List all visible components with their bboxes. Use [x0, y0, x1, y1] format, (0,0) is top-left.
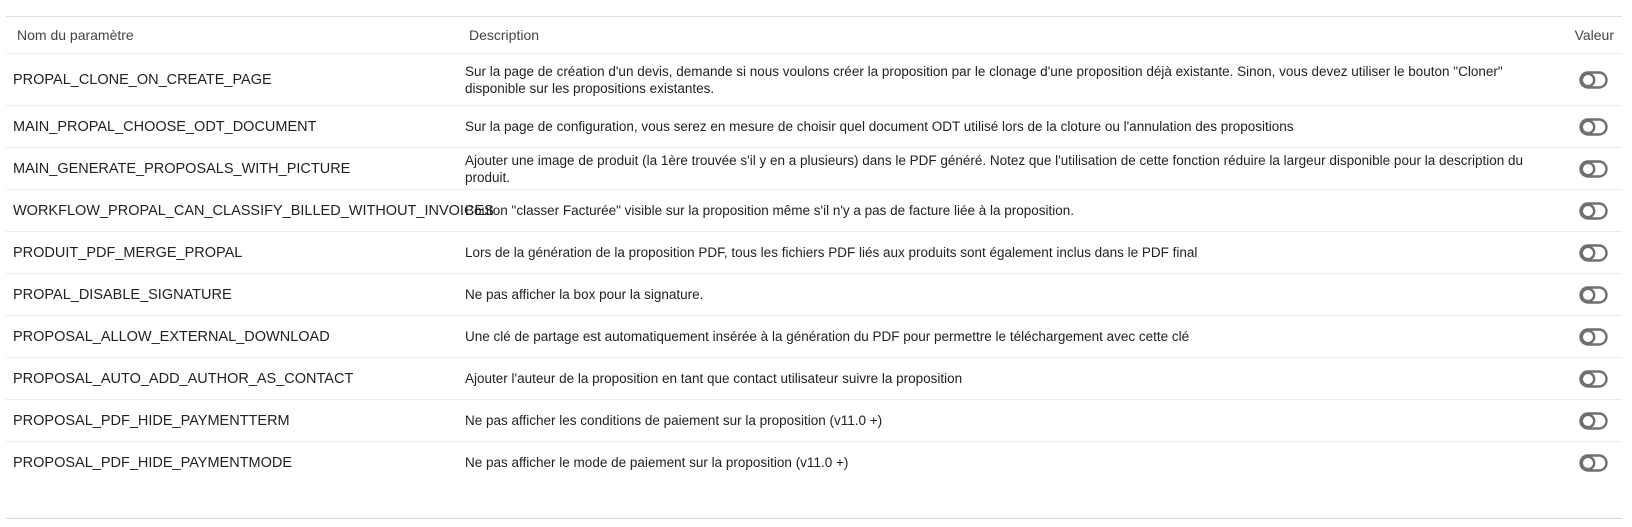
column-header-value: Valeur [1573, 17, 1622, 54]
toggle-off-icon[interactable] [1579, 202, 1608, 220]
toggle-off-icon[interactable] [1579, 454, 1608, 472]
parameter-name: MAIN_PROPAL_CHOOSE_ODT_DOCUMENT [6, 106, 464, 148]
parameter-name: PROPAL_CLONE_ON_CREATE_PAGE [6, 54, 464, 106]
toggle-off-icon[interactable] [1579, 370, 1608, 388]
table-row [6, 232, 1622, 274]
toggle-off-icon[interactable] [1579, 328, 1608, 346]
toggle-off-icon[interactable] [1579, 160, 1608, 178]
toggle-off-icon[interactable] [1579, 244, 1608, 262]
parameter-description: Sur la page de configuration, vous serez en mesure de choisir quel document ODT utilisé lors de la cloture ou l'annulation des propositions [464, 106, 1573, 148]
parameter-description: Ne pas afficher la box pour la signature. [464, 274, 1573, 316]
toggle-off-icon[interactable] [1579, 71, 1608, 89]
table-row [6, 190, 1622, 232]
parameter-description: Ajouter l'auteur de la proposition en tant que contact utilisateur suivre la proposition [464, 358, 1573, 400]
parameter-name: PROPAL_DISABLE_SIGNATURE [6, 274, 464, 316]
table-row [6, 106, 1622, 148]
table-row [6, 54, 1622, 106]
table-row [6, 358, 1622, 400]
toggle-off-icon[interactable] [1579, 118, 1608, 136]
toggle-off-icon[interactable] [1579, 286, 1608, 304]
parameter-name: PRODUIT_PDF_MERGE_PROPAL [6, 232, 464, 274]
parameter-name: MAIN_GENERATE_PROPOSALS_WITH_PICTURE [6, 148, 464, 190]
parameter-description: Bouton "classer Facturée" visible sur la proposition même s'il n'y a pas de facture liée à la proposition. [464, 190, 1573, 232]
parameter-description: Ne pas afficher les conditions de paiement sur la proposition (v11.0 +) [464, 400, 1573, 442]
bottom-divider [6, 518, 1622, 519]
table-row [6, 400, 1622, 442]
table-row [6, 316, 1622, 358]
parameter-description: Lors de la génération de la proposition PDF, tous les fichiers PDF liés aux produits sont également inclus dans le PDF final [464, 232, 1573, 274]
parameter-description: Ne pas afficher le mode de paiement sur la proposition (v11.0 +) [464, 442, 1573, 484]
parameter-name: PROPOSAL_ALLOW_EXTERNAL_DOWNLOAD [6, 316, 464, 358]
settings-table [6, 17, 1622, 483]
toggle-off-icon[interactable] [1579, 412, 1608, 430]
parameter-description: Ajouter une image de produit (la 1ère trouvée s'il y en a plusieurs) dans le PDF généré. Notez que l'utilisation de cette fonction réduire la largeur disponible pour la description du produit. [464, 148, 1573, 190]
column-header-description: Description [464, 17, 1573, 54]
parameter-description: Sur la page de création d'un devis, demande si nous voulons créer la proposition par le clonage d'une proposition déjà existante. Sinon, vous devez utiliser le bouton "Cloner" disponible sur les propositions existantes. [464, 54, 1573, 106]
table-row [6, 442, 1622, 484]
settings-table-container [6, 16, 1622, 483]
table-header-row [6, 17, 1622, 54]
column-header-name: Nom du paramètre [6, 17, 464, 54]
parameter-name: PROPOSAL_PDF_HIDE_PAYMENTMODE [6, 442, 464, 484]
parameter-name: PROPOSAL_PDF_HIDE_PAYMENTTERM [6, 400, 464, 442]
table-row [6, 148, 1622, 190]
parameter-name: PROPOSAL_AUTO_ADD_AUTHOR_AS_CONTACT [6, 358, 464, 400]
parameter-name: WORKFLOW_PROPAL_CAN_CLASSIFY_BILLED_WITHOUT_INVOICES [6, 190, 464, 232]
table-row [6, 274, 1622, 316]
parameter-description: Une clé de partage est automatiquement insérée à la génération du PDF pour permettre le téléchargement avec cette clé [464, 316, 1573, 358]
